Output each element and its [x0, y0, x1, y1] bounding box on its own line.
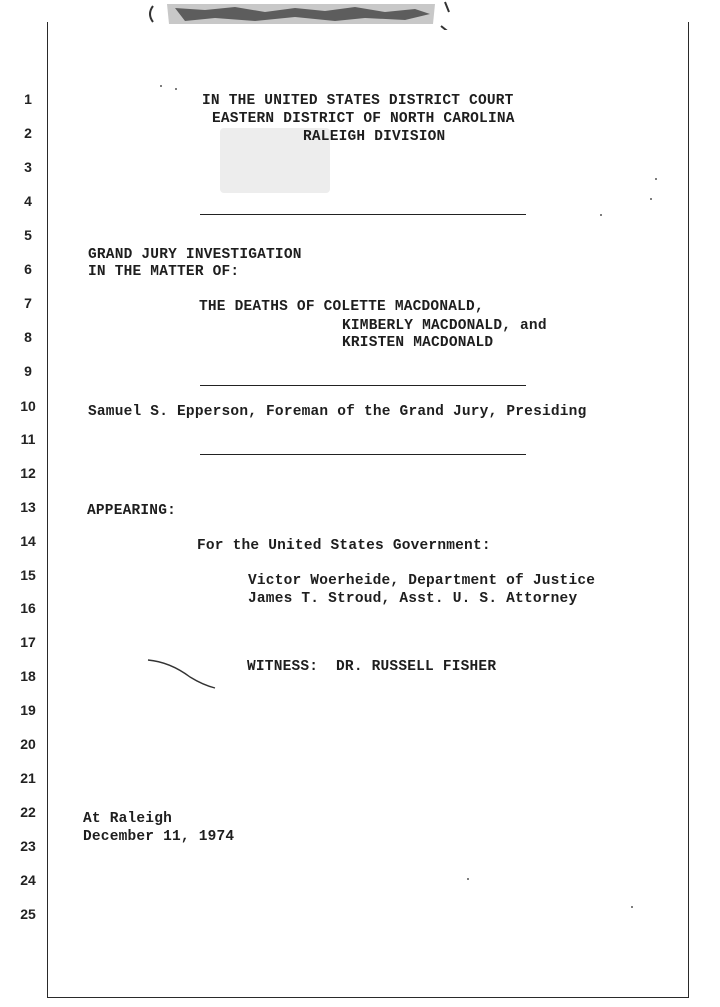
presiding-line: Samuel S. Epperson, Foreman of the Grand Jury, Presiding	[88, 404, 587, 420]
line-number: 18	[20, 668, 36, 684]
line-number: 16	[20, 600, 36, 616]
caption-rule-1	[200, 214, 526, 215]
line-number: 24	[20, 872, 36, 888]
caption-rule-3	[200, 454, 526, 455]
line-number: 19	[20, 702, 36, 718]
scan-speck	[631, 906, 633, 908]
line-number: 1	[24, 91, 32, 107]
scan-speck	[650, 198, 652, 200]
court-division: RALEIGH DIVISION	[303, 129, 446, 145]
pen-stroke-mark	[145, 652, 220, 692]
deaths-line-3: KRISTEN MACDONALD	[342, 335, 494, 351]
matter-title: GRAND JURY INVESTIGATION	[88, 247, 302, 263]
line-number: 22	[20, 804, 36, 820]
court-district: EASTERN DISTRICT OF NORTH CAROLINA	[212, 111, 515, 127]
line-number: 8	[24, 329, 32, 345]
line-number: 11	[20, 431, 36, 447]
deaths-line-2: KIMBERLY MACDONALD, and	[342, 318, 547, 334]
line-number: 7	[24, 295, 32, 311]
line-number: 17	[20, 634, 36, 650]
line-number: 6	[24, 261, 32, 277]
line-number: 14	[20, 533, 36, 549]
scan-speck	[175, 88, 177, 90]
line-number: 13	[20, 499, 36, 515]
line-number: 15	[20, 567, 36, 583]
scan-speck	[600, 214, 602, 216]
attorney-stroud: James T. Stroud, Asst. U. S. Attorney	[248, 591, 578, 607]
appearing-heading: APPEARING:	[87, 503, 177, 519]
line-number: 9	[24, 363, 32, 379]
line-number: 23	[20, 838, 36, 854]
scan-speck	[467, 878, 469, 880]
line-number: 5	[24, 227, 32, 243]
line-number: 10	[20, 398, 36, 414]
scan-speck	[160, 85, 162, 87]
line-number: 3	[24, 159, 32, 175]
caption-rule-2	[200, 385, 526, 386]
deaths-line-1: THE DEATHS OF COLETTE MACDONALD,	[199, 299, 484, 315]
line-number: 12	[20, 465, 36, 481]
line-number: 2	[24, 125, 32, 141]
government-label: For the United States Government:	[197, 538, 491, 554]
date-line: December 11, 1974	[83, 829, 235, 845]
line-number: 25	[20, 906, 36, 922]
line-number: 20	[20, 736, 36, 752]
attorney-woerheide: Victor Woerheide, Department of Justice	[248, 573, 596, 589]
witness-line: WITNESS: DR. RUSSELL FISHER	[247, 659, 497, 675]
place-line: At Raleigh	[83, 811, 173, 827]
line-number: 21	[20, 770, 36, 786]
court-name: IN THE UNITED STATES DISTRICT COURT	[202, 93, 514, 109]
matter-subtitle: IN THE MATTER OF:	[88, 264, 240, 280]
scan-speck	[655, 178, 657, 180]
line-number: 4	[24, 193, 32, 209]
